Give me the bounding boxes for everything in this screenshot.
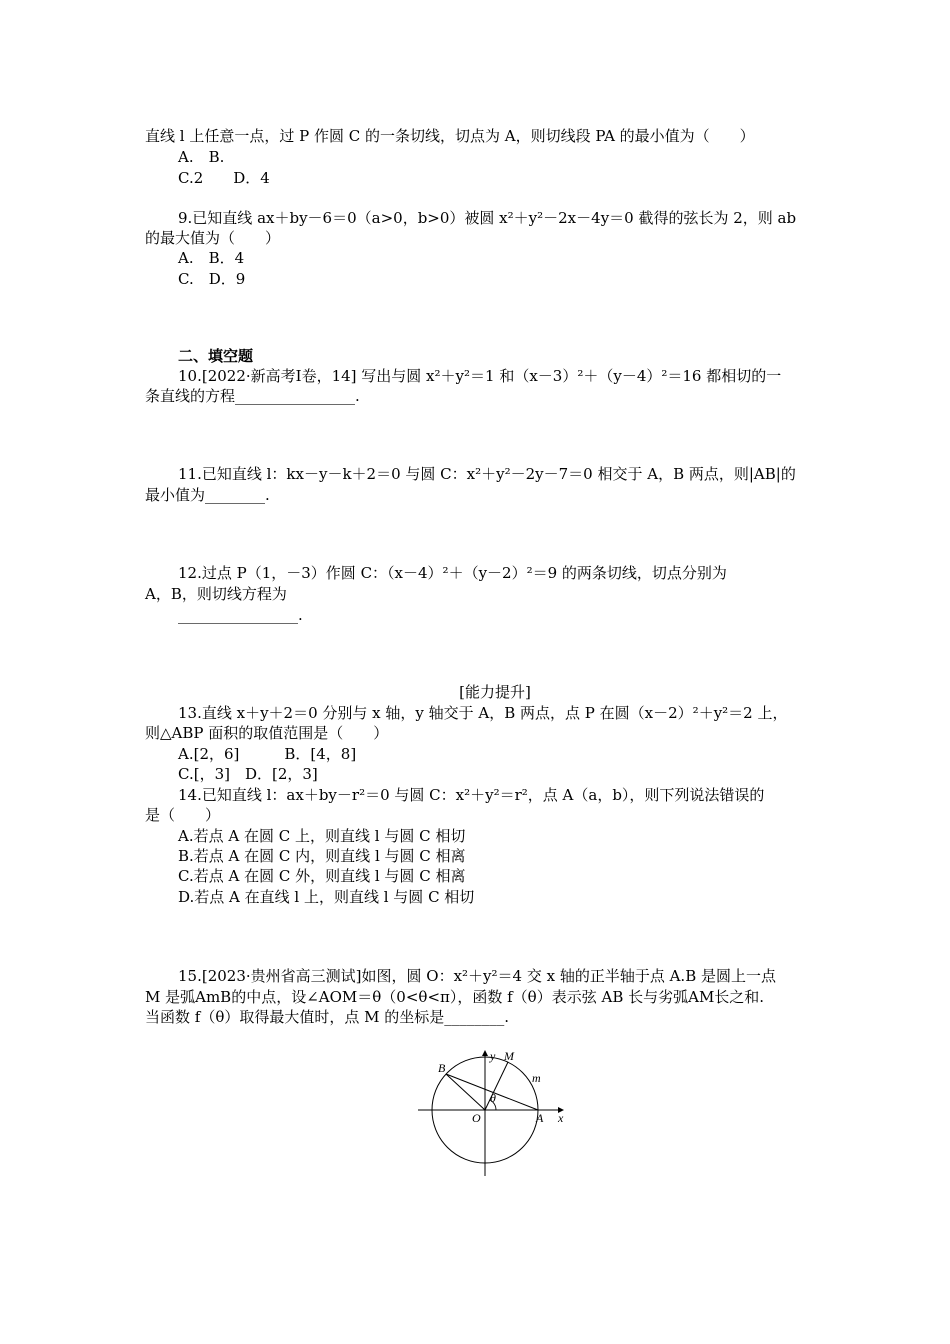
y-axis-label: y (490, 1049, 496, 1063)
problem-12-stem-line-2: A，B，则切线方程为 (145, 585, 287, 603)
problem-13-stem-line-2: 则△ABP 面积的取值范围是（ ） (145, 724, 389, 742)
theta-label: θ (490, 1091, 496, 1105)
problem-13-options-ab: A.[2，6] B．[4，8] (178, 745, 357, 763)
arc-m-label: m (532, 1071, 541, 1085)
x-axis-label: x (558, 1111, 564, 1125)
problem-15-stem-line-3: 当函数 f（θ）取得最大值时，点 M 的坐标是________. (145, 1008, 510, 1026)
point-a-label: A (536, 1111, 544, 1125)
problem-9-stem-line-1: 9.已知直线 ax＋by－6＝0（a>0，b>0）被圆 x²＋y²－2x－4y＝0 截得的弦长为 2，则 ab (178, 209, 797, 227)
problem-8-options-ab: A. B. (178, 148, 225, 166)
problem-8-stem-line: 直线 l 上任意一点，过 P 作圆 C 的一条切线，切点为 A，则切线段 PA 的最小值为（ ） (145, 127, 755, 145)
problem-8-options-cd: C.2 D．4 (178, 169, 270, 187)
problem-11-stem-line-1: 11.已知直线 l：kx－y－k＋2＝0 与圆 C：x²＋y²－2y－7＝0 相交于 A，B 两点，则|AB|的 (178, 465, 796, 483)
problem-10-stem-line-1: 10.[2022·新高考Ⅰ卷，14] 写出与圆 x²＋y²＝1 和（x－3）²＋（y－4）²＝16 都相切的一 (178, 367, 782, 385)
section-heading-fill-in: 二、填空题 (178, 347, 254, 365)
point-b-label: B (438, 1061, 446, 1075)
problem-12-stem-line-1: 12.过点 P（1，－3）作圆 C：（x－4）²＋（y－2）²＝9 的两条切线，切点分别为 (178, 564, 727, 582)
problem-9-options-ab: A. B．4 (178, 249, 245, 267)
problem-15-stem-line-2: M 是弧AmB的中点，设∠AOM＝θ（0<θ<π），函数 f（θ）表示弦 AB 长与劣弧AM长之和. (145, 988, 765, 1006)
problem-14-stem-line-2: 是（ ） (145, 806, 221, 824)
origin-label: O (472, 1111, 481, 1125)
segment-ob (446, 1074, 485, 1110)
problem-11-stem-line-2: 最小值为________. (145, 486, 270, 504)
problem-14-option-d: D.若点 A 在直线 l 上，则直线 l 与圆 C 相切 (178, 888, 475, 906)
problem-14-option-c: C.若点 A 在圆 C 外，则直线 l 与圆 C 相离 (178, 867, 466, 885)
problem-9-options-cd: C. D．9 (178, 270, 246, 288)
problem-13-stem-line-1: 13.直线 x＋y＋2＝0 分别与 x 轴，y 轴交于 A，B 两点，点 P 在圆（x－2）²＋y²＝2 上， (178, 704, 788, 722)
problem-14-option-b: B.若点 A 在圆 C 内，则直线 l 与圆 C 相离 (178, 847, 466, 865)
y-axis-arrow (482, 1050, 488, 1056)
circle-diagram (410, 1048, 580, 1178)
problem-14-option-a: A.若点 A 在圆 C 上，则直线 l 与圆 C 相切 (178, 827, 466, 845)
point-m-label: M (504, 1049, 514, 1063)
problem-9-stem-line-2: 的最大值为（ ） (145, 229, 281, 247)
segment-om (485, 1062, 508, 1110)
problem-13-options-cd: C.[，3] D．[2，3] (178, 765, 318, 783)
problem-12-answer-blank: ________________. (178, 606, 303, 624)
problem-10-stem-line-2: 条直线的方程________________. (145, 387, 360, 405)
section-heading-advanced: [能力提升] (459, 683, 531, 701)
problem-15-stem-line-1: 15.[2023·贵州省高三测试]如图，圆 O：x²＋y²＝4 交 x 轴的正半轴于点 A.B 是圆上一点 (178, 967, 776, 985)
problem-14-stem-line-1: 14.已知直线 l：ax＋by－r²＝0 与圆 C：x²＋y²＝r²，点 A（a，b），则下列说法错误的 (178, 786, 765, 804)
